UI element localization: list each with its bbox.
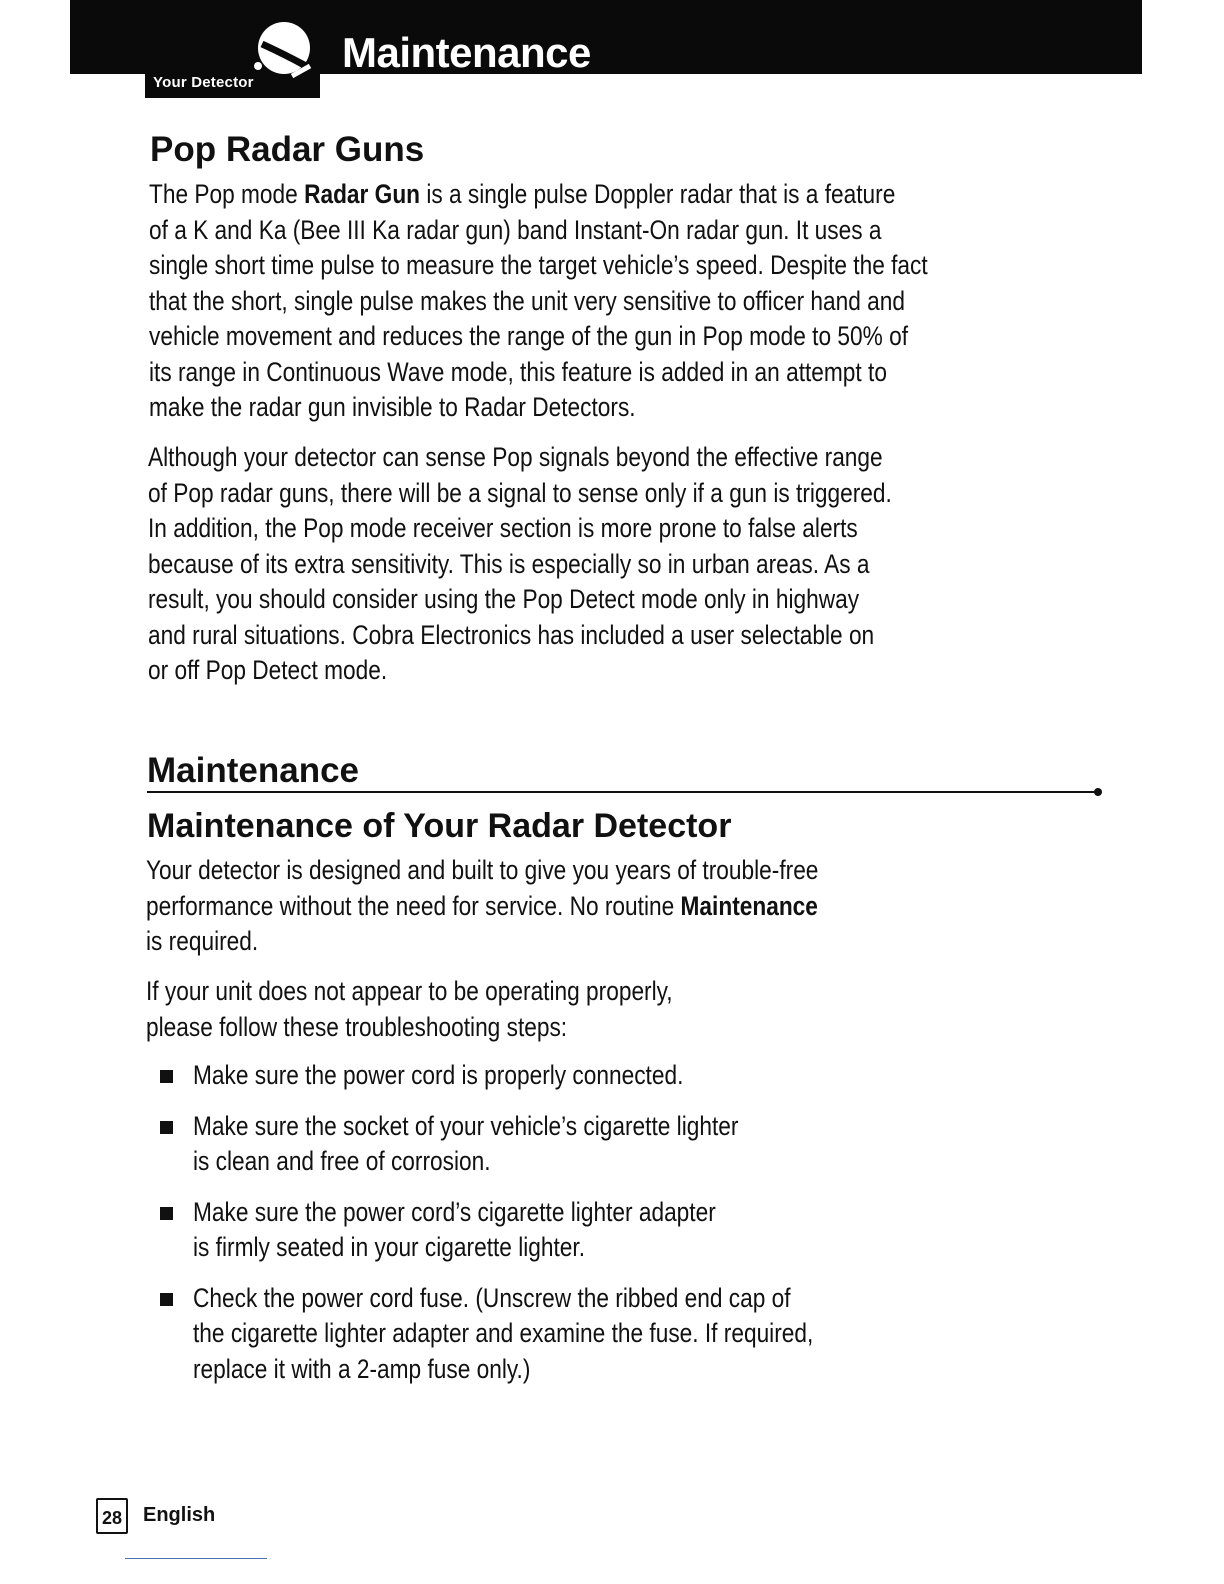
pop-p1-line: vehicle movement and reduces the range of the gun in Pop mode to 50% of bbox=[149, 321, 909, 351]
header-bar bbox=[70, 0, 1142, 74]
pop-p2-line: of Pop radar guns, there will be a signal to sense only if a gun is triggered. bbox=[148, 477, 892, 508]
maintenance-p2-line1: If your unit does not appear to be operating properly, bbox=[146, 976, 673, 1006]
pop-p2-line: and rural situations. Cobra Electronics has included a user selectable on bbox=[148, 619, 875, 650]
section-divider bbox=[147, 791, 1097, 793]
pop-p2-line: because of its extra sensitivity. This is especially so in urban areas. As a bbox=[148, 548, 870, 579]
pop-paragraph-1 bbox=[149, 177, 1076, 426]
step-line: Make sure the power cord is properly connected. bbox=[193, 1060, 684, 1090]
pop-radar-guns-heading: Pop Radar Guns bbox=[150, 130, 425, 169]
section-tab-label: Your Detector bbox=[153, 74, 254, 91]
step-line: is clean and free of corrosion. bbox=[193, 1146, 491, 1176]
pop-p1-line: of a K and Ka (Bee III Ka radar gun) band Instant-On radar gun. It uses a bbox=[149, 214, 882, 245]
pop-p1-line: that the short, single pulse makes the unit very sensitive to officer hand and bbox=[149, 285, 906, 316]
step-line: Make sure the socket of your vehicle’s cigarette lighter bbox=[193, 1110, 739, 1141]
pop-p1-line: make the radar gun invisible to Radar Detectors. bbox=[149, 392, 636, 422]
maintenance-paragraph-1 bbox=[146, 853, 947, 960]
step-line: Make sure the power cord’s cigarette lighter adapter bbox=[193, 1196, 716, 1227]
troubleshooting-step bbox=[160, 1195, 931, 1266]
troubleshooting-step bbox=[160, 1058, 931, 1094]
pop-p2-line: result, you should consider using the Pop Detect mode only in highway bbox=[148, 584, 860, 614]
maintenance-p2-line2: please follow these troubleshooting steps: bbox=[146, 1011, 568, 1042]
pop-paragraph-2 bbox=[148, 440, 1034, 689]
maintenance-p1-line2: performance without the need for service. No routine Maintenance bbox=[146, 890, 818, 921]
page-title: Maintenance bbox=[342, 29, 591, 76]
maintenance-subheading: Maintenance of Your Radar Detector bbox=[147, 807, 732, 845]
step-line: the cigarette lighter adapter and examine the fuse. If required, bbox=[193, 1318, 814, 1348]
bullet-square-icon bbox=[160, 1207, 173, 1220]
maintenance-heading: Maintenance bbox=[147, 751, 359, 790]
step-line: is firmly seated in your cigarette lighter. bbox=[193, 1232, 586, 1262]
troubleshooting-step bbox=[160, 1109, 931, 1180]
cobra-detector-logo-icon bbox=[248, 14, 320, 86]
maintenance-p1-line1: Your detector is designed and built to give you years of trouble-free bbox=[146, 855, 819, 885]
pop-p2-line: Although your detector can sense Pop signals beyond the effective range bbox=[148, 442, 883, 472]
maintenance-p1-line3: is required. bbox=[146, 926, 259, 956]
pop-p1-line: single short time pulse to measure the target vehicle’s speed. Despite the fact bbox=[149, 250, 928, 280]
pop-p1-line: The Pop mode Radar Gun is a single pulse Doppler radar that is a feature bbox=[149, 179, 896, 209]
troubleshooting-step bbox=[160, 1281, 931, 1388]
page-number-box bbox=[96, 1498, 128, 1534]
step-line: replace it with a 2-amp fuse only.) bbox=[193, 1353, 531, 1384]
step-line: Check the power cord fuse. (Unscrew the ribbed end cap of bbox=[193, 1282, 791, 1313]
pop-p2-line: or off Pop Detect mode. bbox=[148, 655, 388, 685]
troubleshooting-steps-list bbox=[160, 1058, 931, 1402]
maintenance-paragraph-2 bbox=[146, 974, 773, 1045]
page-number: 28 bbox=[101, 1508, 123, 1528]
footer-rule bbox=[125, 1558, 267, 1559]
bullet-square-icon bbox=[160, 1121, 173, 1134]
pop-p2-line: In addition, the Pop mode receiver section is more prone to false alerts bbox=[148, 513, 858, 543]
footer-language: English bbox=[143, 1504, 216, 1526]
bullet-square-icon bbox=[160, 1070, 173, 1083]
divider-end-dot bbox=[1094, 788, 1102, 796]
pop-p1-line: its range in Continuous Wave mode, this feature is added in an attempt to bbox=[149, 356, 887, 387]
bullet-square-icon bbox=[160, 1293, 173, 1306]
